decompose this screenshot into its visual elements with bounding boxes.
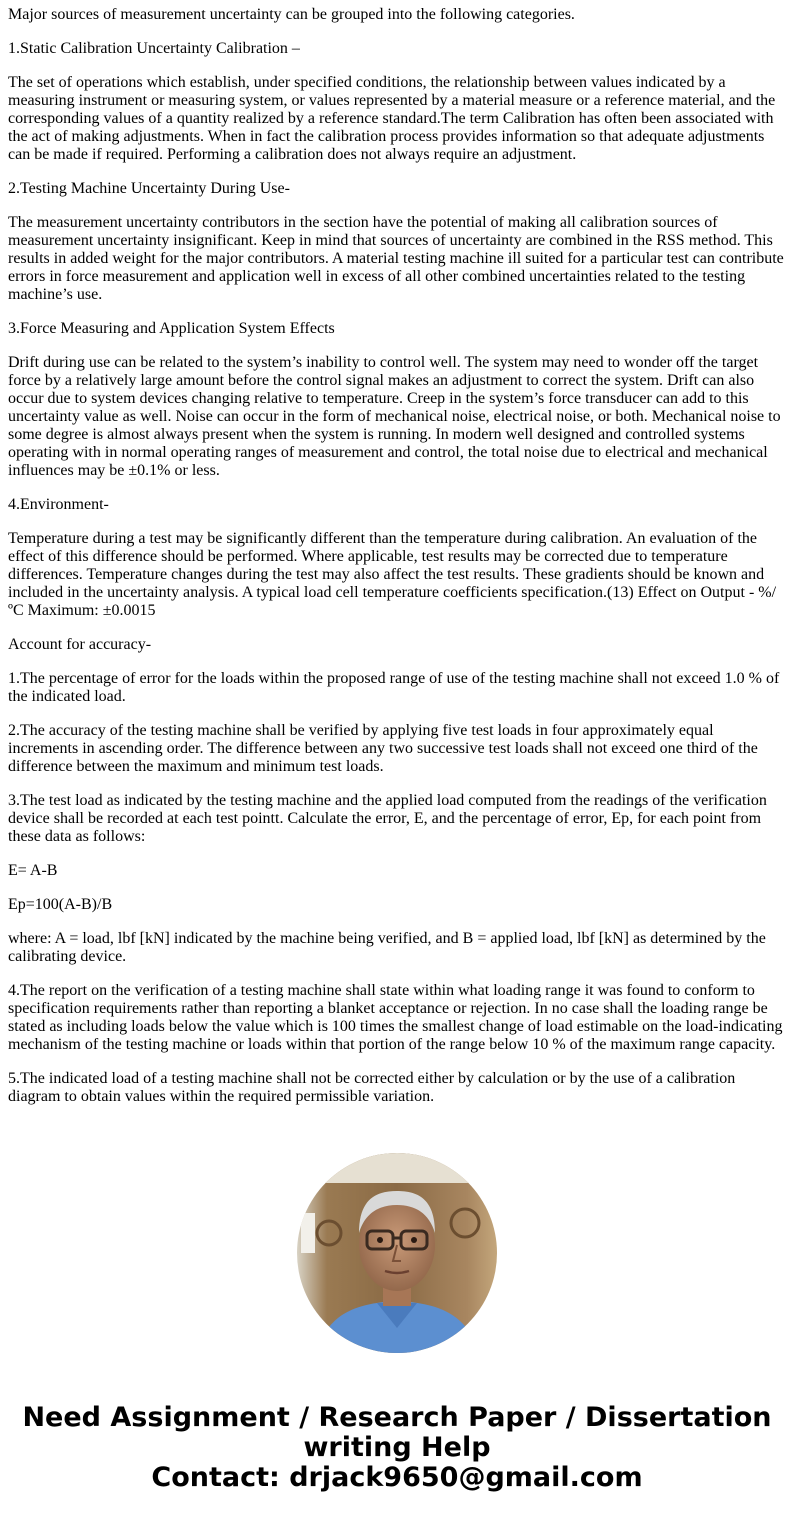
accuracy-item-5: 5.The indicated load of a testing machine shall not be corrected either by calculation or by the use of a calibration diagram to obtain values within the required permissible variation. — [8, 1070, 736, 1105]
formula-percentage-error: Ep=100(A-B)/B — [8, 896, 113, 913]
footer-contact-email: Contact: drjack9650@gmail.com — [151, 1462, 643, 1493]
paragraph-force-measuring: Drift during use can be related to the system’s inability to control well. The system may need to wonder off the target force by a relatively large amount before the control signal makes an adjustment to correct the system. Drift can also occur due to system devices changing relative to temperature. Creep in the system’s force transducer can add to this uncertainty value as well. Noise can occur in the form of mechanical noise, electrical noise, or both. Mechanical noise to some degree is almost always present when the system is running. In modern well designed and controlled systems operating with in normal operating ranges of measurement and control, the total noise due to electrical and mechanical influences may be ±0.1% or less. — [8, 354, 781, 479]
accuracy-item-3: 3.The test load as indicated by the testing machine and the applied load computed from the readings of the verification device shall be recorded at each test pointt. Calculate the error, E, and the percentage of error, Ep, for each point from these data as follows: — [8, 792, 767, 845]
accuracy-item-2: 2.The accuracy of the testing machine shall be verified by applying five test loads in four approximately equal increments in ascending order. The difference between any two successive test loads shall not exceed one third of the difference between the maximum and minimum test loads. — [8, 722, 758, 775]
intro-paragraph: Major sources of measurement uncertainty can be grouped into the following categories. — [8, 6, 575, 23]
heading-account-for-accuracy: Account for accuracy- — [8, 636, 152, 653]
paragraph-testing-machine-uncertainty: The measurement uncertainty contributors in the section have the potential of making all calibration sources of measurement uncertainty insignificant. Keep in mind that sources of uncertainty are combined in the RSS method. This results in added weight for the major contributors. A material testing machine ill suited for a particular test can contribute errors in force measurement and application well in excess of all other combined uncertainties related to the testing machine’s use. — [8, 214, 784, 303]
heading-force-measuring: 3.Force Measuring and Application System Effects — [8, 320, 335, 337]
formula-error: E= A-B — [8, 862, 58, 879]
accuracy-item-1: 1.The percentage of error for the loads within the proposed range of use of the testing machine shall not exceed 1.0 % of the indicated load. — [8, 670, 780, 705]
heading-environment: 4.Environment- — [8, 496, 109, 513]
accuracy-item-4: 4.The report on the verification of a testing machine shall state within what loading range it was found to conform to specification requirements rather than reporting a blanket acceptance or rejection. In no case shall the loading range be stated as including loads below the value which is 100 times the smallest change of load estimable on the load-indicating mechanism of the testing machine or loads within that portion of the range below 10 % of the maximum range capacity. — [8, 982, 783, 1053]
footer-line-1: Need Assignment / Research Paper / Dissertation — [22, 1402, 772, 1433]
paragraph-calibration-definition: The set of operations which establish, under specified conditions, the relationship between values indicated by a measuring instrument or measuring system, or values represented by a material measure or a reference material, and the corresponding values of a quantity realized by a reference standard.The term Calibration has often been associated with the act of making adjustments. When in fact the calibration process provides information so that adequate adjustments can be made if required. Performing a calibration does not always require an adjustment. — [8, 74, 776, 163]
heading-testing-machine-uncertainty: 2.Testing Machine Uncertainty During Use- — [8, 180, 290, 197]
author-portrait-icon — [297, 1153, 497, 1353]
author-avatar — [297, 1153, 497, 1353]
formula-where-definition: where: A = load, lbf [kN] indicated by the machine being verified, and B = applied load, lbf [kN] as determined by the calibrating device. — [8, 930, 766, 965]
paragraph-environment: Temperature during a test may be significantly different than the temperature during calibration. An evaluation of the effect of this difference should be performed. Where applicable, test results may be corrected due to temperature differences. Temperature changes during the test may also affect the test results. These gradients should be known and included in the uncertainty analysis. A typical load cell temperature coefficients specification.(13) Effect on Output - %/ºC Maximum: ±0.0015 — [8, 530, 777, 619]
footer-line-2: writing Help — [303, 1432, 491, 1463]
footer-promo — [0, 1403, 794, 1493]
heading-static-calibration: 1.Static Calibration Uncertainty Calibration – — [8, 40, 300, 57]
